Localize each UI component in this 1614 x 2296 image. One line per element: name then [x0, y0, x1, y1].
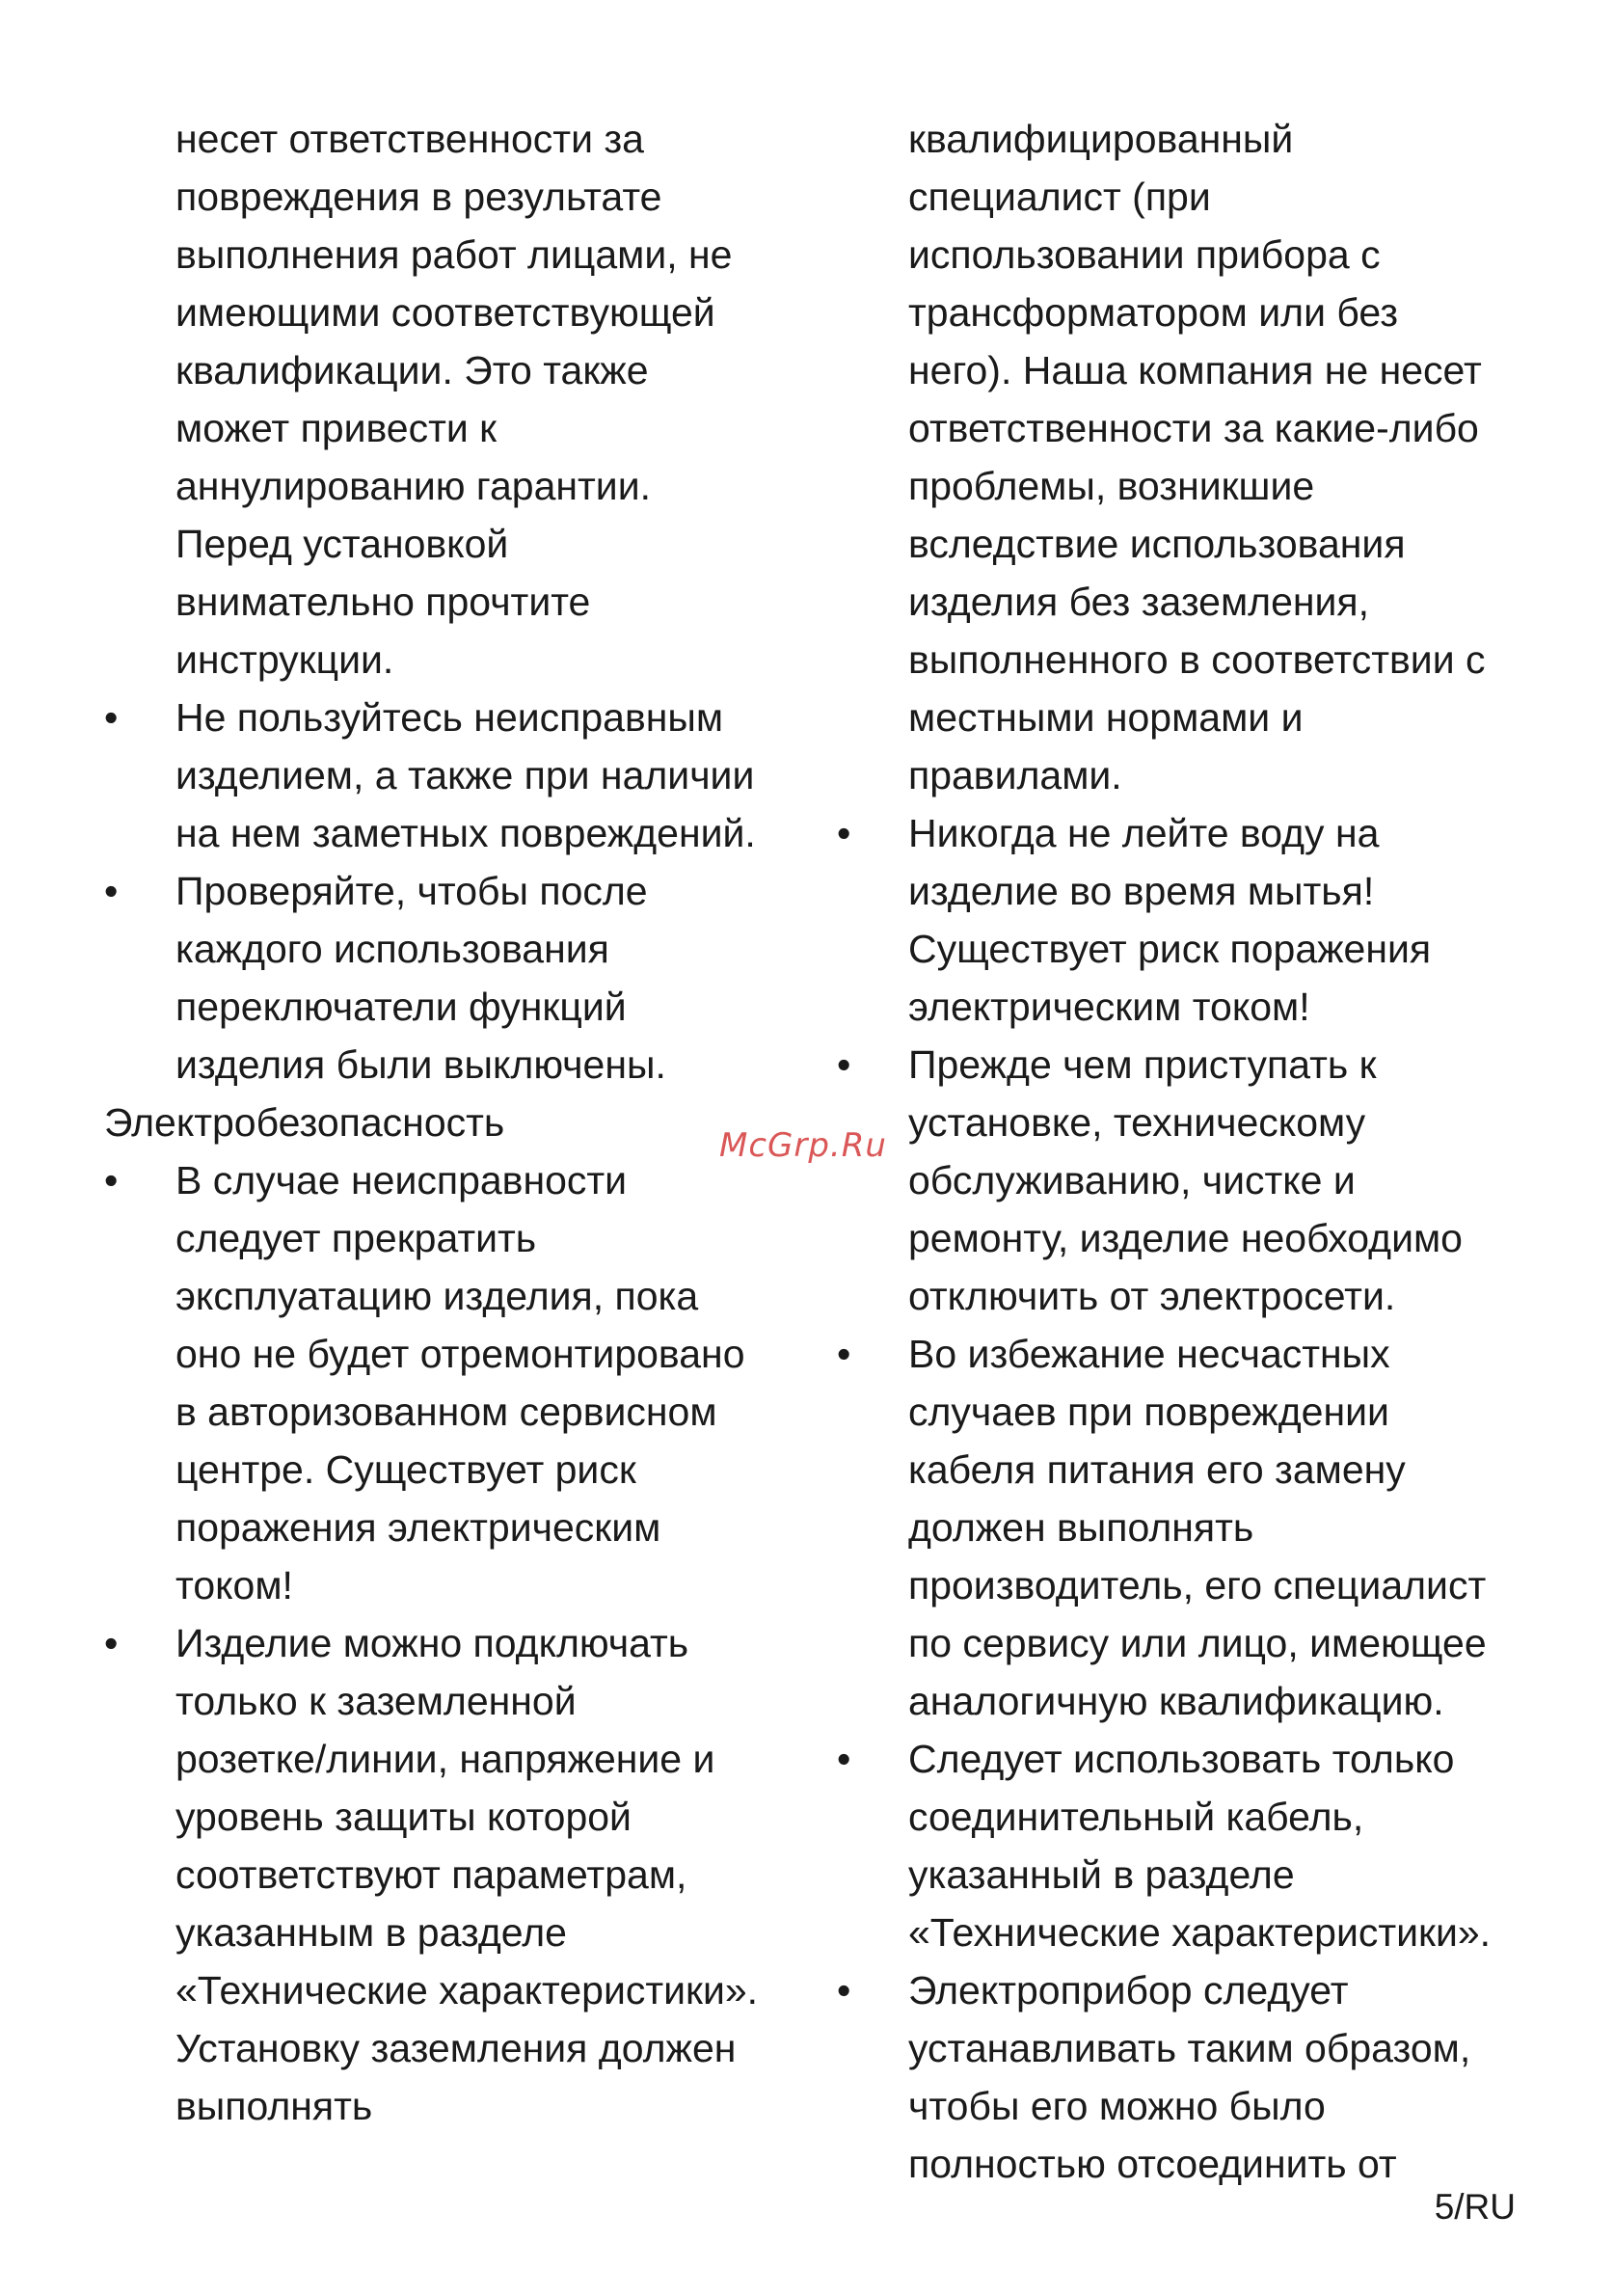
list-item-check-switches: • Проверяйте, чтобы после каждого использования переключатели функций изделия были выключены.: [104, 862, 808, 1094]
list-item-no-water: • Никогда не лейте воду на изделие во время мытья! Существует риск поражения электрическим током!: [837, 804, 1531, 1036]
bullet-icon: •: [837, 1737, 851, 1781]
list-item-malfunction: • В случае неисправности следует прекратить эксплуатацию изделия, пока оно не будет отремонтировано в авторизованном сервисном центре. Существует риск поражения электрическим током!: [104, 1151, 808, 1614]
bullet-icon: •: [837, 1042, 851, 1087]
page-number: 5/RU: [1434, 2187, 1516, 2227]
watermark: McGrp.Ru: [719, 1126, 887, 1165]
right-column: [837, 110, 1531, 2193]
bullet-icon: •: [104, 695, 119, 740]
list-item-faulty-product: • Не пользуйтесь неисправным изделием, а также при наличии на нем заметных повреждений.: [104, 689, 808, 862]
bullet-icon: •: [104, 1621, 119, 1665]
continued-paragraph: квалифицированный специалист (при использовании прибора с трансформатором или без него). Наша компания не несет ответственности за какие-либо проблемы, возникшие вследствие использования изделия без заземления, выполненного в соответствии с местными нормами и правилами.: [908, 117, 1486, 797]
list-item-specified-cable: • Следует использовать только соединительный кабель, указанный в разделе «Технические характеристики».: [837, 1730, 1531, 1961]
list-item-full-disconnect: • Электроприбор следует устанавливать таким образом, чтобы его можно было полностью отсоединить от: [837, 1961, 1531, 2193]
list-item-grounded-outlet: • Изделие можно подключать только к заземленной розетке/линии, напряжение и уровень защиты которой соответствуют параметрам, указанным в разделе «Технические характеристики». Установку заземления должен выполнять: [104, 1614, 808, 2135]
bullet-icon: •: [837, 1968, 851, 2012]
left-column: [104, 110, 808, 2135]
bullet-icon: •: [837, 811, 851, 855]
bullet-icon: •: [837, 1332, 851, 1376]
bullet-icon: •: [104, 869, 119, 913]
list-item-disconnect-before-service: • Прежде чем приступать к установке, техническому обслуживанию, чистке и ремонту, изделие необходимо отключить от электросети.: [837, 1036, 1531, 1325]
intro-paragraph: несет ответственности за повреждения в результате выполнения работ лицами, не имеющими соответствующей квалификации. Это также может привести к аннулированию гарантии. Перед установкой внимательно прочтите инструкции.: [175, 117, 733, 682]
section-heading: Электробезопасность: [104, 1100, 505, 1145]
bullet-icon: •: [104, 1158, 119, 1202]
list-item-cable-replacement: • Во избежание несчастных случаев при повреждении кабеля питания его замену должен выполнять производитель, его специалист по сервису или лицо, имеющее аналогичную квалификацию.: [837, 1325, 1531, 1730]
